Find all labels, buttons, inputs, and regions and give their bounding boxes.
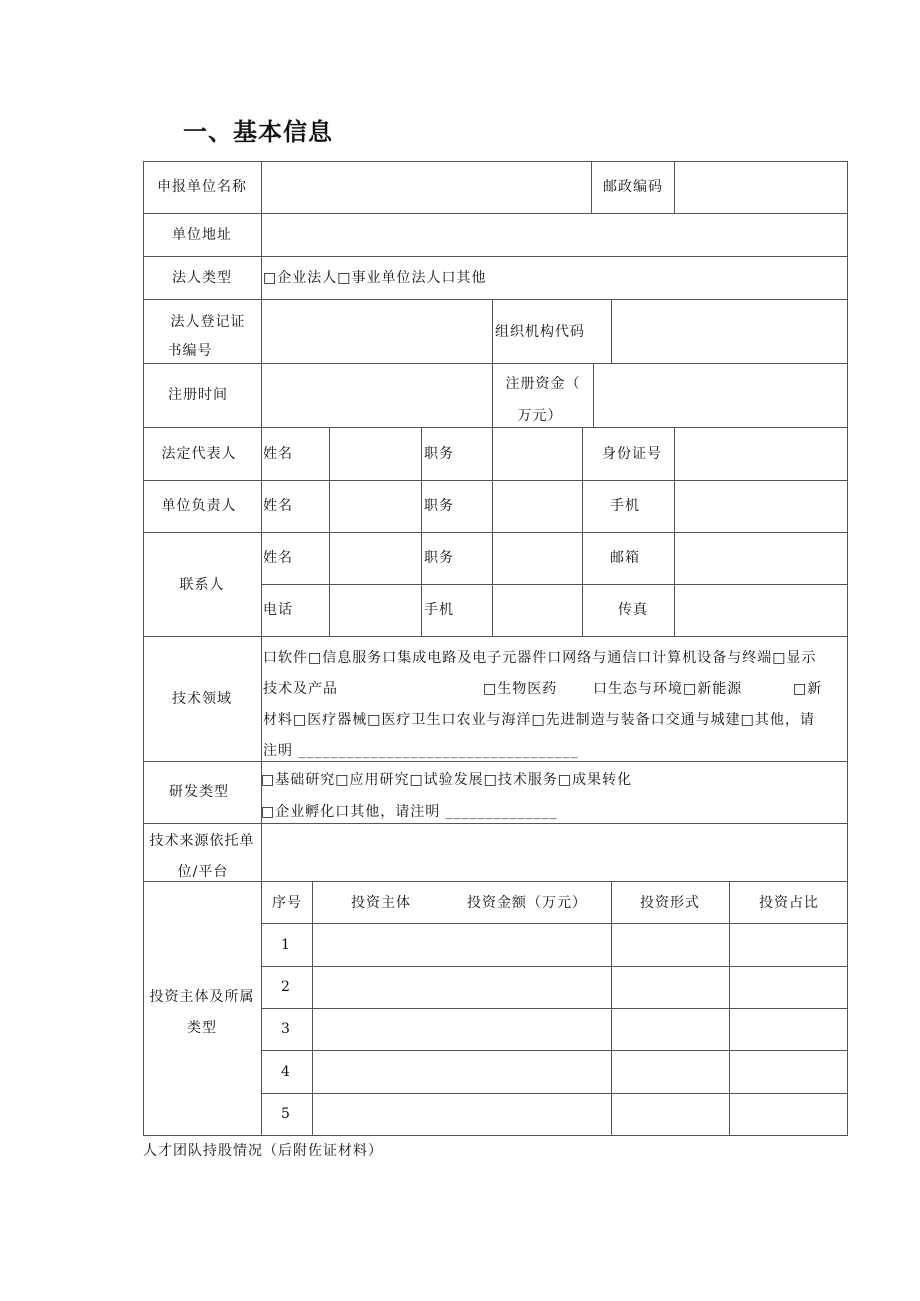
address-label: 单位地址 [172, 227, 232, 243]
contact-phone-field[interactable] [331, 586, 420, 635]
investor-label-line2: 类型 [187, 1020, 217, 1036]
row-divider [143, 636, 848, 637]
seq-header: 序号 [272, 895, 302, 911]
contact-name-label: 姓名 [263, 550, 293, 566]
legal-rep-id-field[interactable] [676, 429, 846, 479]
rd-type-line-2[interactable]: □企业孵化口其他，请注明 ______________ [261, 804, 558, 820]
rd-type-line-1[interactable]: □基础研究□应用研究□试验发展□技术服务□成果转化 [261, 772, 633, 788]
investor-label-line1: 投资主体及所属 [149, 989, 255, 1005]
col-divider [421, 427, 422, 637]
table-row-seq: 3 [281, 1021, 291, 1037]
row-divider [261, 923, 848, 924]
row-divider [143, 427, 848, 428]
investor-header: 投资主体 [351, 895, 411, 911]
legal-rep-name-field[interactable] [331, 429, 420, 479]
legal-rep-position-label: 职务 [424, 446, 454, 462]
applicant-name-label: 申报单位名称 [157, 179, 247, 195]
table-border-right [847, 161, 848, 1136]
table-row-seq: 2 [281, 979, 291, 995]
table-row-seq: 1 [281, 937, 291, 953]
tech-field-line-2d[interactable]: □新 [793, 681, 823, 697]
amount-header: 投资金额（万元） [467, 895, 587, 911]
contact-name-field[interactable] [331, 534, 420, 583]
col-divider [312, 881, 313, 1136]
contact-position-field[interactable] [494, 534, 581, 583]
row-divider [261, 584, 848, 585]
contact-fax-label: 传真 [618, 602, 648, 618]
unit-head-position-field[interactable] [494, 482, 581, 531]
unit-head-position-label: 职务 [424, 498, 454, 514]
reg-capital-field[interactable] [595, 365, 846, 426]
legal-type-options[interactable]: □企业法人□事业单位法人口其他 [263, 270, 487, 286]
row-divider [143, 761, 848, 762]
legal-type-label: 法人类型 [172, 270, 232, 286]
section-title: 一、基本信息 [183, 118, 333, 146]
table-border-left [143, 161, 144, 1136]
row-divider [261, 966, 848, 967]
legal-rep-id-label: 身份证号 [602, 446, 662, 462]
reg-capital-label-line1: 注册资金（ [505, 376, 581, 392]
col-divider [674, 427, 675, 637]
reg-time-field[interactable] [263, 365, 491, 426]
contact-position-label: 职务 [424, 550, 454, 566]
cert-no-field[interactable] [263, 301, 491, 362]
row-divider [143, 363, 848, 364]
table-row-seq: 4 [281, 1064, 291, 1080]
contact-mobile-label: 手机 [424, 602, 454, 618]
col-divider [329, 427, 330, 637]
row-divider [143, 823, 848, 824]
address-field[interactable] [263, 215, 846, 255]
table-row-seq: 5 [281, 1106, 291, 1122]
row-divider [143, 256, 848, 257]
table-border-top [143, 161, 848, 162]
tech-source-field[interactable] [263, 825, 846, 880]
tech-field-line-2b[interactable]: □生物医药 [483, 681, 558, 697]
tech-field-label: 技术领域 [172, 691, 232, 707]
contact-phone-label: 电话 [263, 602, 293, 618]
applicant-name-field[interactable] [263, 163, 590, 212]
col-divider [261, 161, 262, 1136]
row-divider [261, 1050, 848, 1051]
row-divider [261, 1008, 848, 1009]
unit-head-label: 单位负责人 [161, 498, 237, 514]
table-border-bottom [143, 1135, 848, 1136]
col-divider [591, 161, 592, 214]
form-header: 投资形式 [640, 895, 700, 911]
tech-field-line-2c[interactable]: 口生态与环境□新能源 [593, 681, 743, 697]
unit-head-mobile-field[interactable] [676, 482, 846, 531]
contact-fax-field[interactable] [676, 586, 846, 635]
unit-head-mobile-label: 手机 [610, 498, 640, 514]
row-divider [261, 1093, 848, 1094]
legal-rep-name-label: 姓名 [263, 446, 293, 462]
contact-email-label: 邮箱 [610, 550, 640, 566]
row-divider [143, 213, 848, 214]
col-divider [674, 161, 675, 214]
unit-head-name-field[interactable] [331, 482, 420, 531]
row-divider [143, 881, 848, 882]
tech-source-label-line1: 技术来源依托单 [149, 833, 255, 849]
tech-field-line-2a[interactable]: 技术及产品 [263, 681, 338, 697]
contact-label: 联系人 [179, 577, 225, 593]
contact-mobile-field[interactable] [494, 586, 581, 635]
tech-field-line-4[interactable]: 注明 ___________________________________ [263, 743, 579, 759]
col-divider [492, 299, 493, 364]
cert-no-label-line2: 书编号 [167, 343, 213, 359]
legal-rep-position-field[interactable] [494, 429, 581, 479]
ratio-header: 投资占比 [759, 895, 819, 911]
footnote: 人才团队持股情况（后附佐证材料） [143, 1143, 383, 1159]
rd-type-label: 研发类型 [169, 784, 229, 800]
col-divider [492, 363, 493, 428]
unit-head-name-label: 姓名 [263, 498, 293, 514]
tech-field-line-1[interactable]: 口软件□信息服务口集成电路及电子元器件口网络与通信口计算机设备与终端□显示 [263, 650, 817, 666]
row-divider [143, 480, 848, 481]
postal-code-field[interactable] [676, 163, 846, 212]
org-code-label: 组织机构代码 [495, 324, 585, 340]
col-divider [729, 881, 730, 1136]
postal-code-label: 邮政编码 [603, 179, 663, 195]
tech-source-label-line2: 位/平台 [177, 864, 229, 880]
col-divider [492, 427, 493, 637]
cert-no-label-line1: 法人登记证 [170, 314, 246, 330]
org-code-field[interactable] [613, 301, 846, 362]
legal-rep-label: 法定代表人 [161, 446, 237, 462]
contact-email-field[interactable] [676, 534, 846, 583]
tech-field-line-3[interactable]: 材料□医疗器械□医疗卫生口农业与海洋□先进制造与装备口交通与城建□其他，请 [263, 712, 815, 728]
col-divider [582, 427, 583, 637]
col-divider [611, 299, 612, 364]
row-divider [143, 299, 848, 300]
row-divider [143, 532, 848, 533]
col-divider [611, 881, 612, 1136]
reg-time-label: 注册时间 [168, 387, 228, 403]
reg-capital-label-line2: 万元） [517, 408, 563, 424]
col-divider [593, 363, 594, 428]
